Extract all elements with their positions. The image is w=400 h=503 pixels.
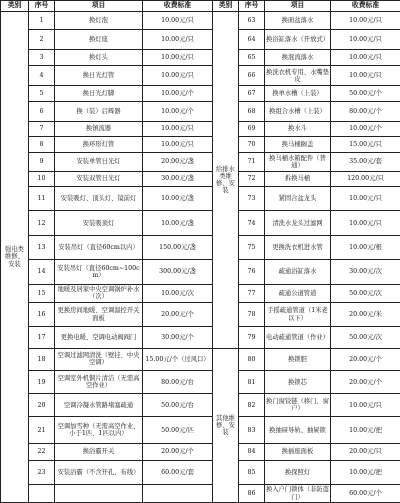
table-row xyxy=(1,444,400,461)
right-row-no: 83 xyxy=(239,417,265,444)
left-row-no: 1 xyxy=(29,12,55,30)
left-row-item: 空调过滤网清洗（壁挂、中央空调） xyxy=(55,348,143,370)
left-row-price: 10.00元/盏 xyxy=(143,211,213,235)
right-row-no: 84 xyxy=(239,444,265,461)
right-row-price: 60.00元/个 xyxy=(331,485,400,503)
left-row-item: 换日光灯脚 xyxy=(55,86,143,102)
right-row-item: 拆换马桶 xyxy=(265,171,331,187)
left-row-item xyxy=(55,485,143,503)
left-row-no: 22 xyxy=(29,444,55,461)
left-category-cell: 强电类维修、安装 xyxy=(1,12,29,503)
left-row-item: 更换房间地暖、空调温控开关面板 xyxy=(55,303,143,326)
left-row-price: 60.00元/套 xyxy=(143,460,213,484)
table-row xyxy=(1,260,400,284)
table-row xyxy=(1,29,400,49)
right-row-item: 疏通公道管道 xyxy=(265,284,331,303)
left-row-price: 10.00元/次 xyxy=(143,284,213,303)
table-row xyxy=(1,326,400,348)
left-row-item: 换浴霸开关 xyxy=(55,444,143,461)
table-row xyxy=(1,211,400,235)
right-row-no: 76 xyxy=(239,260,265,284)
right-row-price: 10.00元/只 xyxy=(331,29,400,49)
right-row-no: 68 xyxy=(239,101,265,121)
right-row-price: 10.00元/只 xyxy=(331,394,400,417)
table-row xyxy=(1,171,400,187)
right-row-no: 63 xyxy=(239,12,265,30)
left-row-price: 10.00元/只 xyxy=(143,49,213,66)
left-row-price: 10.00元/个 xyxy=(143,86,213,102)
left-row-no: 3 xyxy=(29,49,55,66)
left-row-item: 安装单管日光灯 xyxy=(55,152,143,171)
right-row-price: 10.00元/根 xyxy=(331,235,400,259)
right-row-price: 30.00元/次 xyxy=(331,260,400,284)
right-row-no: 79 xyxy=(239,326,265,348)
left-row-no: 6 xyxy=(29,101,55,121)
table-row xyxy=(1,187,400,211)
header-right-category: 类别 xyxy=(213,1,239,12)
table-body xyxy=(1,12,400,503)
right-row-item: 换入户门锁体（非防盗门） xyxy=(266,486,329,501)
right-row-price: 20.00元/只 xyxy=(331,444,400,461)
right-row-price: 10.00元/只 xyxy=(331,66,400,86)
left-row-no: 14 xyxy=(29,260,55,284)
left-row-price: 10.00元/只 xyxy=(143,121,213,137)
left-row-no: 23 xyxy=(29,460,55,484)
left-row-price: 20.00元/个 xyxy=(143,444,213,461)
left-row-item: 换镇流器 xyxy=(55,121,143,137)
left-row-price: 30.00元/个 xyxy=(143,326,213,348)
right-row-no: 86 xyxy=(239,485,265,503)
header-left-price: 收费标准 xyxy=(143,1,213,12)
header-left-no: 序号 xyxy=(29,1,55,12)
right-row-item: 换单水槽（上装） xyxy=(265,86,331,102)
left-row-item: 安装吊灯（直径60cm~100cm） xyxy=(55,260,143,284)
right-row-item: 换组合水槽（上装） xyxy=(265,101,331,121)
table-row xyxy=(1,370,400,393)
left-row-price: 10.00元/只 xyxy=(143,29,213,49)
left-row-price: 150.00元/盏 xyxy=(143,235,213,259)
left-row-no: 21 xyxy=(29,417,55,444)
right-row-item: 换面盆落水 xyxy=(265,12,331,30)
table-row xyxy=(1,152,400,171)
right-row-item: 换锁胆 xyxy=(265,348,331,370)
right-row-no: 72 xyxy=(239,171,265,187)
left-row-item: 安装双管日光灯 xyxy=(55,171,143,187)
right-row-item: 换马桶搁盖 xyxy=(265,137,331,153)
table-row xyxy=(1,235,400,259)
right-row-price: 10.00元/只 xyxy=(331,49,400,66)
right-row-item: 换洗衣机专用、水嘴垫皮 xyxy=(265,66,331,86)
left-row-no: 12 xyxy=(29,211,55,235)
right-category-cell: 其他维修、安装 xyxy=(213,348,239,502)
table-row xyxy=(1,121,400,137)
left-row-no: 18 xyxy=(29,348,55,370)
right-row-no: 75 xyxy=(239,235,265,259)
left-row-no: 19 xyxy=(29,370,55,393)
right-row-price: 20.00元/个 xyxy=(331,370,400,393)
left-row-no: 15 xyxy=(29,284,55,303)
left-row-no: 5 xyxy=(29,86,55,102)
right-category-cell: 给排水类维修、安装 xyxy=(213,12,239,349)
header-right-item: 项目 xyxy=(265,1,331,12)
left-row-item: 空调冷凝水管路堵塞疏通 xyxy=(55,394,143,417)
table-row xyxy=(1,12,400,30)
right-row-item: 清洗水龙头过滤网 xyxy=(265,211,331,235)
table-row xyxy=(1,284,400,303)
right-row-item: 换混流落水 xyxy=(265,49,331,66)
right-row-no: 77 xyxy=(239,284,265,303)
right-row-item: 换浴缸落水（开放式） xyxy=(265,29,331,49)
right-row-item: 疏通浴缸落水 xyxy=(265,260,331,284)
right-row-price: 10.00元/把 xyxy=(331,417,400,444)
left-row-item: 更换电暖、空调电动阀阀门 xyxy=(55,326,143,348)
header-right-no: 序号 xyxy=(239,1,265,12)
left-row-item: 换环形灯管 xyxy=(55,137,143,153)
left-row-price: 10.00元/个 xyxy=(143,101,213,121)
right-row-no: 64 xyxy=(239,29,265,49)
left-row-no: 16 xyxy=(29,303,55,326)
header-left-item: 项目 xyxy=(55,1,143,12)
left-row-item: 地暖及居家中央空调锅炉补水（次） xyxy=(55,284,143,303)
right-row-no: 74 xyxy=(239,211,265,235)
left-row-price: 10.00元/只 xyxy=(143,137,213,153)
right-row-no: 82 xyxy=(239,394,265,417)
left-row-price: 30.00元/盏 xyxy=(143,171,213,187)
left-row-no: 17 xyxy=(29,326,55,348)
right-row-no: 81 xyxy=(239,370,265,393)
right-row-no: 73 xyxy=(239,187,265,211)
right-row-item: 手摇疏通管道（1米老以下） xyxy=(265,303,331,326)
right-row-item: 换马桶水箱配件（普通） xyxy=(265,152,331,171)
right-row-price: 10.00元/只 xyxy=(331,12,400,30)
left-row-price: 15.00元/个（过风口） xyxy=(143,348,213,370)
table-row xyxy=(1,86,400,102)
left-row-item: 换日光灯管 xyxy=(55,66,143,86)
right-row-item: 更换洗衣机进水管 xyxy=(265,235,331,259)
right-row-item: 电动疏通管道（作业） xyxy=(265,326,331,348)
table-row xyxy=(1,101,400,121)
right-row-price: 10.00元/只 xyxy=(331,211,400,235)
table-header-row xyxy=(1,1,400,12)
right-row-no: 65 xyxy=(239,49,265,66)
right-row-item: 换探照灯 xyxy=(265,460,331,484)
table-row xyxy=(1,460,400,484)
right-row-price: 50.00元/次 xyxy=(331,284,400,303)
table-row xyxy=(1,417,400,444)
left-row-item: 安装吸灯、顶头灯、镜前灯 xyxy=(55,187,143,211)
right-row-no: 78 xyxy=(239,303,265,326)
header-right-price: 收费标准 xyxy=(331,1,400,12)
left-row-price: 300.00元/盏 xyxy=(143,260,213,284)
table-row xyxy=(1,485,400,503)
table-row xyxy=(1,303,400,326)
table-row xyxy=(1,137,400,153)
table-row xyxy=(1,66,400,86)
left-row-item: 安装吊灯（直径60cm以内） xyxy=(55,235,143,259)
left-row-no: 13 xyxy=(29,235,55,259)
right-row-price: 10.00元/只 xyxy=(331,187,400,211)
right-row-item: 换抽屉导轨、抽屉锁 xyxy=(265,417,331,444)
left-row-price: 50.00元/台 xyxy=(143,394,213,417)
table-row xyxy=(1,49,400,66)
right-row-item: 换锁芯 xyxy=(265,370,331,393)
right-row-no: 71 xyxy=(239,152,265,171)
left-row-price: 80.00元/台 xyxy=(143,370,213,393)
left-row-price: 10.00元/只 xyxy=(143,66,213,86)
left-row-no: 9 xyxy=(29,152,55,171)
left-row-item: 换灯泡 xyxy=(55,12,143,30)
right-row-price: 10.00元/个 xyxy=(331,121,400,137)
table-row xyxy=(1,394,400,417)
left-row-no: 20 xyxy=(29,394,55,417)
right-row-price: 50.00元/个 xyxy=(331,86,400,102)
left-row-price: 20.00元/盏 xyxy=(143,152,213,171)
left-row-item: 空调室外机铜片清洁（无需高空作业） xyxy=(55,370,143,393)
right-row-no: 66 xyxy=(239,66,265,86)
right-row-price: 50.00元/次 xyxy=(331,326,400,348)
left-row-price: 20.00元/个 xyxy=(143,303,213,326)
right-row-no: 69 xyxy=(239,121,265,137)
left-row-item: 换（装）启辉器 xyxy=(55,101,143,121)
right-row-no: 70 xyxy=(239,137,265,153)
right-row-price: 120.00元/只 xyxy=(331,171,400,187)
left-row-price: 10.00元/盏 xyxy=(143,187,213,211)
left-row-no: 4 xyxy=(29,66,55,86)
left-row-price xyxy=(143,485,213,503)
left-row-item: 换灯头 xyxy=(55,49,143,66)
right-row-item: 换门窗铰链（移门、窗户） xyxy=(265,394,331,417)
left-row-price: 10.00元/只 xyxy=(143,12,213,30)
left-row-no: 7 xyxy=(29,121,55,137)
right-row-price: 20.00元/个 xyxy=(331,348,400,370)
left-row-item: 安装吸顶灯 xyxy=(55,211,143,235)
right-row-item: 换水斗 xyxy=(265,121,331,137)
header-left-category: 类别 xyxy=(1,1,29,12)
left-row-item: 换灯座 xyxy=(55,29,143,49)
left-row-no: 8 xyxy=(29,137,55,153)
right-row-item: 紧固合盆龙头 xyxy=(265,187,331,211)
right-row-item: 换插座面板 xyxy=(265,444,331,461)
right-row-no: 67 xyxy=(239,86,265,102)
left-row-no xyxy=(29,485,55,503)
left-row-price: 50.00元/匹 xyxy=(143,417,213,444)
left-row-no: 2 xyxy=(29,29,55,49)
left-row-item: 空调加雪种（无需高空作业、小于1匹、1匹以内） xyxy=(55,417,143,444)
right-row-price: 80.00元/个 xyxy=(331,101,400,121)
right-row-price: 35.00元/套 xyxy=(331,152,400,171)
right-row-no: 85 xyxy=(239,460,265,484)
left-row-no: 11 xyxy=(29,187,55,211)
left-row-no: 10 xyxy=(29,171,55,187)
table-row xyxy=(1,348,400,370)
right-row-no: 80 xyxy=(239,348,265,370)
right-row-price: 10.00元/把 xyxy=(331,460,400,484)
left-row-item: 安装浴霸（不含开孔，布线） xyxy=(55,460,143,484)
right-row-price: 20.00元/米 xyxy=(331,303,400,326)
right-row-price: 15.00元/只 xyxy=(331,137,400,153)
